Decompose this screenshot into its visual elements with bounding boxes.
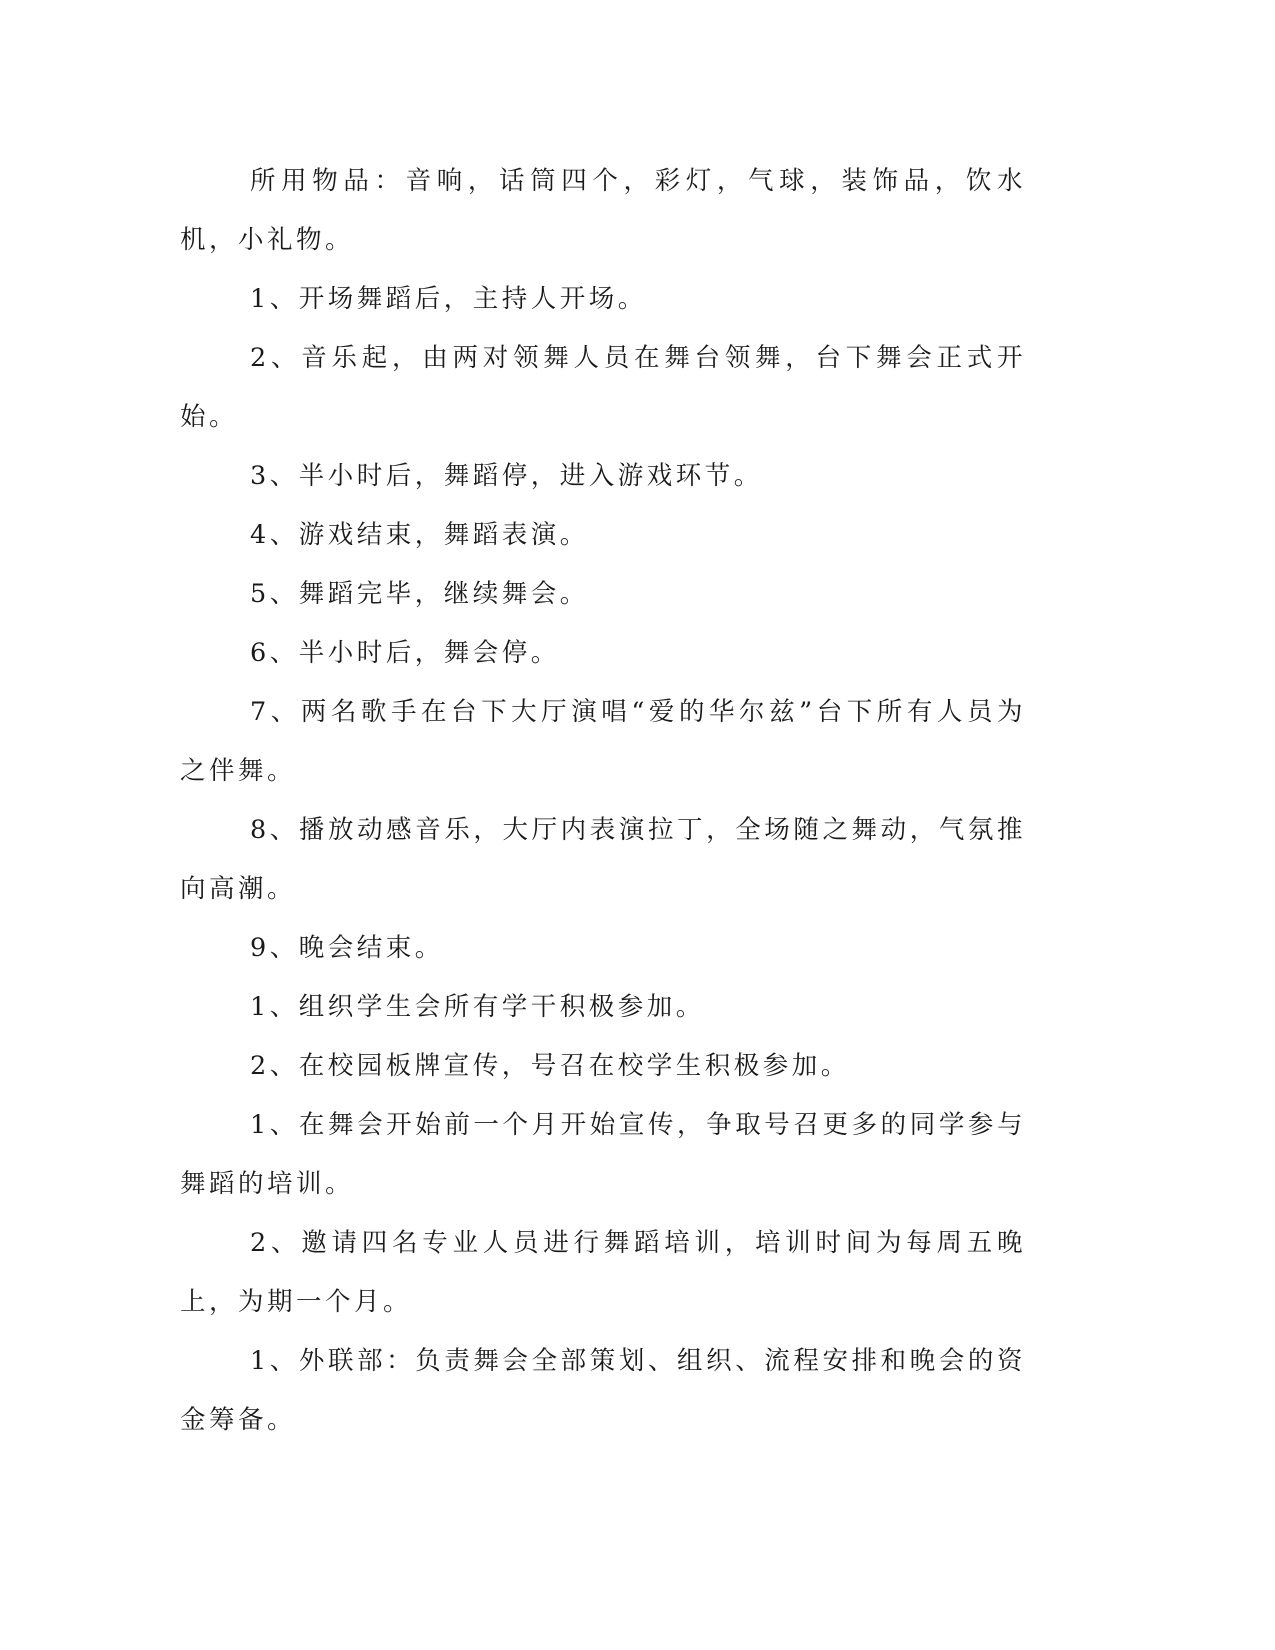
paragraph-step-3: 3、半小时后，舞蹈停，进入游戏环节。 — [250, 461, 763, 491]
paragraph-step-6: 6、半小时后，舞会停。 — [250, 638, 560, 668]
paragraph-items-list: 所用物品：音响，话筒四个，彩灯，气球，装饰品，饮水机，小礼物。 — [180, 166, 1026, 255]
paragraph-participation-2: 2、在校园板牌宣传，号召在校学生积极参加。 — [250, 1051, 850, 1081]
paragraph-step-9: 9、晚会结束。 — [250, 933, 444, 963]
paragraph-step-5: 5、舞蹈完毕，继续舞会。 — [250, 579, 589, 609]
paragraph-division-1: 1、外联部：负责舞会全部策划、组织、流程安排和晚会的资金筹备。 — [180, 1346, 1026, 1435]
paragraph-step-8: 8、播放动感音乐，大厅内表演拉丁，全场随之舞动，气氛推向高潮。 — [180, 815, 1026, 904]
paragraph-step-1: 1、开场舞蹈后，主持人开场。 — [250, 284, 647, 314]
paragraph-training-1: 1、在舞会开始前一个月开始宣传，争取号召更多的同学参与舞蹈的培训。 — [180, 1110, 1026, 1199]
document-body — [180, 152, 1026, 1450]
paragraph-step-7: 7、两名歌手在台下大厅演唱“爱的华尔兹”台下所有人员为之伴舞。 — [180, 697, 1026, 786]
paragraph-participation-1: 1、组织学生会所有学干积极参加。 — [250, 992, 705, 1022]
paragraph-training-2: 2、邀请四名专业人员进行舞蹈培训，培训时间为每周五晚上，为期一个月。 — [180, 1228, 1026, 1317]
paragraph-step-2: 2、音乐起，由两对领舞人员在舞台领舞，台下舞会正式开始。 — [180, 343, 1026, 432]
paragraph-step-4: 4、游戏结束，舞蹈表演。 — [250, 520, 589, 550]
